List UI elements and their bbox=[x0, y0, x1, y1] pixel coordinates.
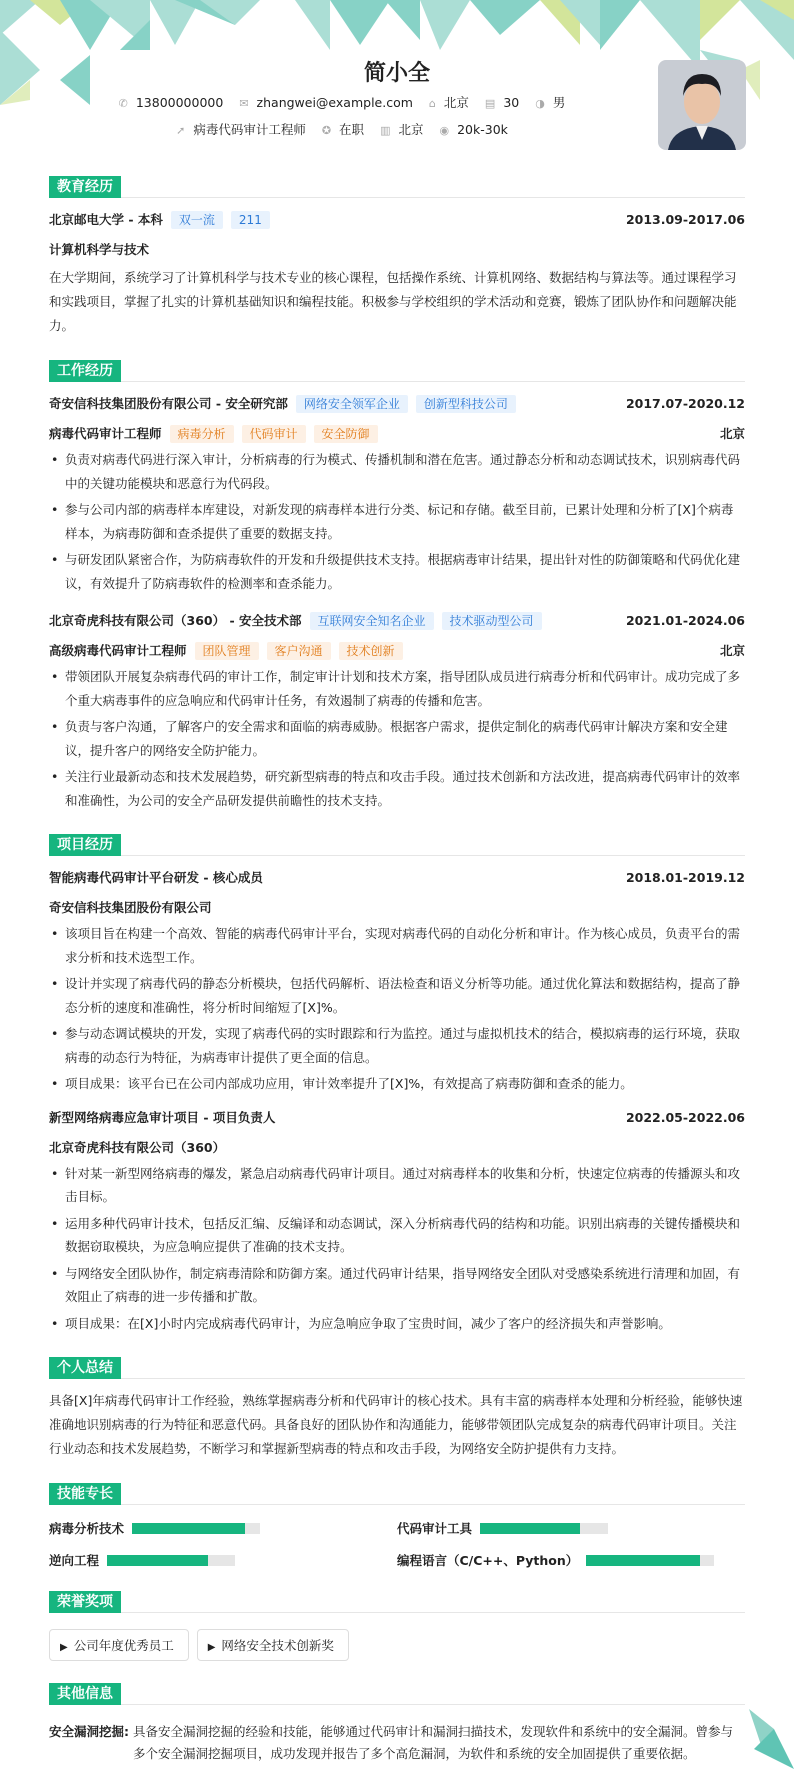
bullet: • 设计并实现了病毒代码的静态分析模块，包括代码解析、语法检查和语义分析等功能。通过优化算法和数据结构，提高了静态分析的速度和准确性，将分析时间缩短了[X]%。 bbox=[49, 972, 745, 1019]
job-status: 在职 bbox=[339, 122, 365, 137]
contact-line-1 bbox=[49, 90, 745, 117]
skill-item bbox=[49, 1551, 397, 1569]
skill-name: 编程语言（C/C++、Python） bbox=[397, 1553, 579, 1568]
school: 北京邮电大学 - 本科 bbox=[49, 212, 163, 227]
honor-badge: ▶ 网络安全技术创新奖 bbox=[197, 1629, 349, 1661]
skill-tag: 技术创新 bbox=[339, 642, 403, 660]
skill-bar-fill bbox=[132, 1523, 245, 1534]
phone: 13800000000 bbox=[135, 95, 224, 110]
other-info: 安全漏洞挖掘: 具备安全漏洞挖掘的经验和技能，能够通过代码审计和漏洞扫描技术，发现软件和系统中的安全漏洞。曾参与多个安全漏洞挖掘项目，成功发现并报告了多个高危漏洞，为软件和系统的安全加固提供了重要依据。 bbox=[49, 1724, 734, 1761]
skill-item bbox=[397, 1551, 745, 1569]
role: 高级病毒代码审计工程师 bbox=[49, 643, 187, 658]
skill-name: 病毒分析技术 bbox=[49, 1521, 125, 1536]
skill-tag: 代码审计 bbox=[242, 425, 306, 443]
bullet: • 项目成果：在[X]小时内完成病毒代码审计，为应急响应争取了宝贵时间，减少了客户的经济损失和声誉影响。 bbox=[49, 1312, 745, 1336]
skill-item bbox=[49, 1519, 397, 1537]
status-icon: ✪ bbox=[321, 124, 332, 137]
bullet: • 针对某一新型网络病毒的爆发，紧急启动病毒代码审计项目。通过对病毒样本的收集和分析，快速定位病毒的传播源头和攻击目标。 bbox=[49, 1162, 745, 1209]
age: 30 bbox=[503, 95, 520, 110]
company: 北京奇虎科技有限公司（360） - 安全技术部 bbox=[49, 613, 302, 628]
skill-bar bbox=[586, 1555, 714, 1566]
project-row bbox=[49, 1106, 745, 1130]
skill-name: 逆向工程 bbox=[49, 1553, 100, 1568]
bullet: • 与网络安全团队协作，制定病毒清除和防御方案。通过代码审计结果，指导网络安全团队对受感染系统进行清理和加固，有效阻止了病毒的进一步传播和扩散。 bbox=[49, 1262, 745, 1309]
date: 2022.05-2022.06 bbox=[625, 1109, 745, 1125]
skill-bar-fill bbox=[107, 1555, 208, 1566]
tag: 技术驱动型公司 bbox=[442, 612, 542, 630]
bullet: • 负责与客户沟通，了解客户的安全需求和面临的病毒威胁。根据客户需求，提供定制化的病毒代码审计解决方案和安全建议，提升客户的网络安全防护能力。 bbox=[49, 715, 745, 762]
triangle-icon: ▶ bbox=[60, 1642, 68, 1653]
bullet: • 与研发团队紧密合作，为防病毒软件的开发和升级提供技术支持。根据病毒审计结果，提出针对性的防御策略和代码优化建议，有效提升了防病毒软件的检测率和查杀能力。 bbox=[49, 548, 745, 595]
date: 2017.07-2020.12 bbox=[625, 396, 745, 411]
summary-text: 具备[X]年病毒代码审计工作经验，熟练掌握病毒分析和代码审计的核心技术。具有丰富的病毒样本处理和分析经验，能够快速准确地识别病毒的行为特征和恶意代码。具备良好的团队协作和沟通能力，能够带领团队完成复杂的病毒代码审计项目。关注行业动态和技术发展趋势，不断学习和掌握新型病毒的特点和攻击手段，为网络安全防护提供有力支持。 bbox=[49, 1393, 743, 1456]
section-work: 工作经历 bbox=[49, 360, 745, 382]
role: 病毒代码审计工程师 bbox=[49, 426, 162, 441]
skill-bar-fill bbox=[586, 1555, 700, 1566]
gender-icon: ◑ bbox=[535, 97, 545, 110]
tag: 网络安全领军企业 bbox=[296, 395, 408, 413]
tag: 互联网安全知名企业 bbox=[310, 612, 434, 630]
triangle-icon: ▶ bbox=[207, 1642, 216, 1653]
skill-bar bbox=[132, 1523, 260, 1534]
section-projects: 项目经历 bbox=[49, 834, 745, 856]
section-summary: 个人总结 bbox=[49, 1357, 745, 1379]
skill-tag: 病毒分析 bbox=[170, 425, 234, 443]
skill-name: 代码审计工具 bbox=[397, 1521, 473, 1536]
section-honors: 荣誉奖项 bbox=[49, 1591, 745, 1613]
section-education: 教育经历 bbox=[49, 176, 745, 198]
company-row bbox=[49, 609, 745, 633]
contact-line-2 bbox=[49, 117, 745, 144]
tag: 211 bbox=[231, 211, 270, 229]
role-row bbox=[49, 639, 745, 663]
candidate-name: 简小全 bbox=[363, 61, 430, 86]
skill-tag: 团队管理 bbox=[195, 642, 259, 660]
tag: 双一流 bbox=[171, 211, 223, 229]
bullet: • 负责对病毒代码进行深入审计，分析病毒的行为模式、传播机制和潜在危害。通过静态分析和动态调试技术，识别病毒代码中的关键功能模块和恶意行为代码段。 bbox=[49, 448, 745, 495]
education-desc: 在大学期间，系统学习了计算机科学与技术专业的核心课程，包括操作系统、计算机网络、数据结构与算法等。通过课程学习和实践项目，掌握了扎实的计算机基础知识和编程技能。积极参与学校组织的学术活动和竞赛，锻炼了团队协作和问题解决能力。 bbox=[49, 270, 737, 333]
bullet: • 该项目旨在构建一个高效、智能的病毒代码审计平台，实现对病毒代码的自动化分析和审计。作为核心成员，负责平台的需求分析和技术选型工作。 bbox=[49, 922, 745, 969]
skill-bar bbox=[107, 1555, 235, 1566]
bullet: • 运用多种代码审计技术，包括反汇编、反编译和动态调试，深入分析病毒代码的结构和功能。识别出病毒的关键传播模块和数据窃取模块，为应急响应提供了准确的技术支持。 bbox=[49, 1212, 745, 1259]
home-icon: ⌂ bbox=[428, 97, 436, 110]
gender: 男 bbox=[552, 95, 566, 110]
tag: 创新型科技公司 bbox=[416, 395, 516, 413]
email: zhangwei@example.com bbox=[256, 95, 413, 110]
location: 北京 bbox=[443, 95, 469, 110]
honor-badge: ▶ 公司年度优秀员工 bbox=[49, 1629, 189, 1661]
bullet: • 参与公司内部的病毒样本库建设，对新发现的病毒样本进行分类、标记和存储。截至目前，已累计处理和分析了[X]个病毒样本，为病毒防御和查杀提供了重要的数据支持。 bbox=[49, 498, 745, 545]
bullet: • 带领团队开展复杂病毒代码的审计工作，制定审计计划和技术方案，指导团队成员进行病毒分析和代码审计。成功完成了多个重大病毒事件的应急响应和代码审计任务，有效遏制了病毒的传播和危害。 bbox=[49, 665, 745, 712]
target-city: 北京 bbox=[398, 122, 424, 137]
date: 2021.01-2024.06 bbox=[625, 613, 745, 628]
skill-item bbox=[397, 1519, 745, 1537]
section-skills: 技能专长 bbox=[49, 1483, 745, 1505]
skill-bar-fill bbox=[480, 1523, 580, 1534]
project-company: 北京奇虎科技有限公司（360） bbox=[49, 1139, 226, 1155]
salary: 20k-30k bbox=[457, 122, 508, 137]
date: 2018.01-2019.12 bbox=[625, 870, 745, 885]
job-title: 病毒代码审计工程师 bbox=[193, 122, 306, 137]
email-icon: ✉ bbox=[239, 97, 249, 110]
job-icon: ➚ bbox=[176, 124, 186, 137]
project-title: 新型网络病毒应急审计项目 - 项目负责人 bbox=[49, 1109, 276, 1125]
project-company: 奇安信科技集团股份有限公司 bbox=[49, 900, 212, 915]
skill-tag: 安全防御 bbox=[314, 425, 378, 443]
bullet: • 项目成果：该平台已在公司内部成功应用，审计效率提升了[X]%，有效提高了病毒防御和查杀的能力。 bbox=[49, 1072, 745, 1096]
date: 2013.09-2017.06 bbox=[625, 212, 745, 227]
city: 北京 bbox=[719, 643, 745, 658]
building-icon: ▥ bbox=[380, 124, 391, 137]
bullet: • 参与动态调试模块的开发，实现了病毒代码的实时跟踪和行为监控。通过与虚拟机技术的结合，模拟病毒的运行环境，获取病毒的动态行为特征，为病毒审计提供了更全面的信息。 bbox=[49, 1022, 745, 1069]
company: 奇安信科技集团股份有限公司 - 安全研究部 bbox=[49, 396, 288, 411]
project-row bbox=[49, 866, 745, 890]
skill-bar bbox=[480, 1523, 608, 1534]
section-other: 其他信息 bbox=[49, 1683, 745, 1705]
company-row bbox=[49, 392, 745, 416]
phone-icon: ✆ bbox=[118, 97, 128, 110]
project-title: 智能病毒代码审计平台研发 - 核心成员 bbox=[49, 870, 263, 885]
education-row bbox=[49, 208, 745, 232]
skill-tag: 客户沟通 bbox=[267, 642, 331, 660]
role-row bbox=[49, 422, 745, 446]
city: 北京 bbox=[719, 426, 745, 441]
age-icon: ▤ bbox=[484, 97, 496, 110]
major: 计算机科学与技术 bbox=[49, 242, 150, 257]
salary-icon: ◉ bbox=[439, 124, 450, 137]
bullet: • 关注行业最新动态和技术发展趋势，研究新型病毒的特点和攻击手段。通过技术创新和方法改进，提高病毒代码审计的效率和准确性，为公司的安全产品研发提供前瞻性的技术支持。 bbox=[49, 765, 745, 812]
